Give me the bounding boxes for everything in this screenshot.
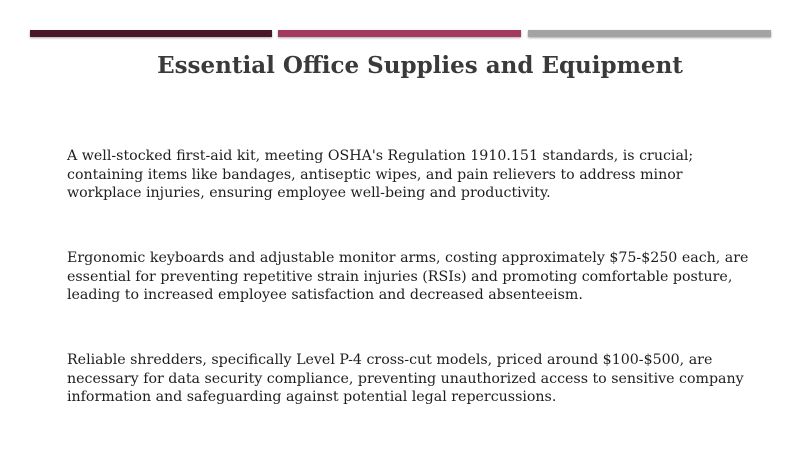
paragraph-line: necessary for data security compliance, preventing unauthorized access to sensitive company	[67, 370, 744, 387]
paragraph-line: containing items like bandages, antiseptic wipes, and pain relievers to address minor	[67, 166, 683, 183]
paragraph-line: leading to increased employee satisfaction and decreased absenteeism.	[67, 287, 583, 303]
accent-bar-magenta	[278, 30, 521, 37]
slide-title: Essential Office Supplies and Equipment	[157, 52, 683, 79]
paragraph-ergonomics	[67, 249, 767, 305]
paragraph-line: information and safeguarding against potential legal repercussions.	[67, 389, 557, 405]
paragraph-line: Reliable shredders, specifically Level P-4 cross-cut models, priced around $100-$500, are	[67, 352, 713, 368]
paragraph-first-aid	[67, 147, 767, 203]
paragraph-line: workplace injuries, ensuring employee well-being and productivity.	[67, 185, 551, 201]
accent-bar-dark	[30, 30, 272, 37]
paragraph-line: essential for preventing repetitive strain injuries (RSIs) and promoting comfortable posture,	[67, 268, 733, 285]
paragraph-shredders	[67, 351, 767, 407]
accent-bar-gray	[528, 30, 771, 37]
paragraph-line: Ergonomic keyboards and adjustable monitor arms, costing approximately $75-$250 each, are	[67, 250, 749, 266]
paragraph-line: A well-stocked first-aid kit, meeting OSHA's Regulation 1910.151 standards, is crucial;	[67, 148, 694, 164]
